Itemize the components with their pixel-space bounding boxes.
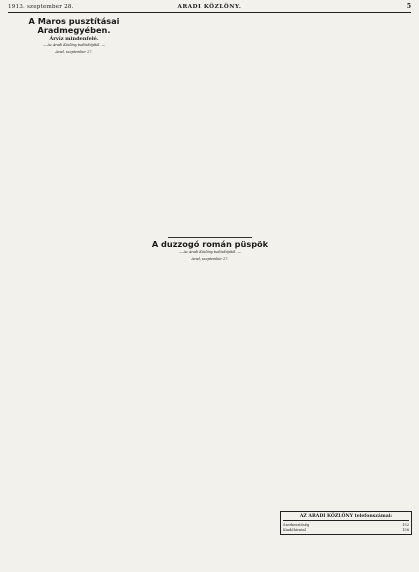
header-rule: [8, 12, 411, 13]
article-body-continued: [144, 15, 276, 235]
telephone-label: Kiadóhivatal: [283, 527, 306, 532]
article-title-maros: A Maros pusztításai Aradmegyében.: [28, 16, 120, 35]
issue-date: 1913. szeptember 28.: [8, 4, 74, 10]
telephone-value: 158: [402, 527, 409, 532]
paper-name: ARADI KÖZLÖNY.: [177, 4, 242, 10]
byline-maros: — Az Aradi Közlöny tudósítójától. —: [43, 43, 105, 47]
article-subtitle-maros: Árvíz mindenfelé.: [49, 36, 99, 42]
column-2: [144, 15, 276, 567]
article-body-col3: [280, 15, 412, 507]
telephone-label: Szerkesztőség: [283, 523, 310, 527]
article-separator: [168, 237, 252, 238]
byline-puspok: — Az Aradi Közlöny tudósítójától. —: [179, 250, 241, 254]
article-title-puspok: A duzzogó román püspök: [151, 239, 269, 249]
column-1: [8, 15, 140, 567]
telephone-box-title: AZ ARADI KÖZLÖNY telefonszámai:: [283, 514, 409, 521]
telephone-box: [280, 511, 412, 535]
telephone-row: [283, 528, 409, 533]
page-number: 5: [406, 3, 411, 10]
telephone-value: 152: [402, 523, 409, 527]
dateline-maros: Arad, szeptember 27.: [55, 49, 93, 54]
column-3: [280, 15, 412, 567]
dateline-puspok: Arad, szeptember 27.: [191, 256, 229, 261]
